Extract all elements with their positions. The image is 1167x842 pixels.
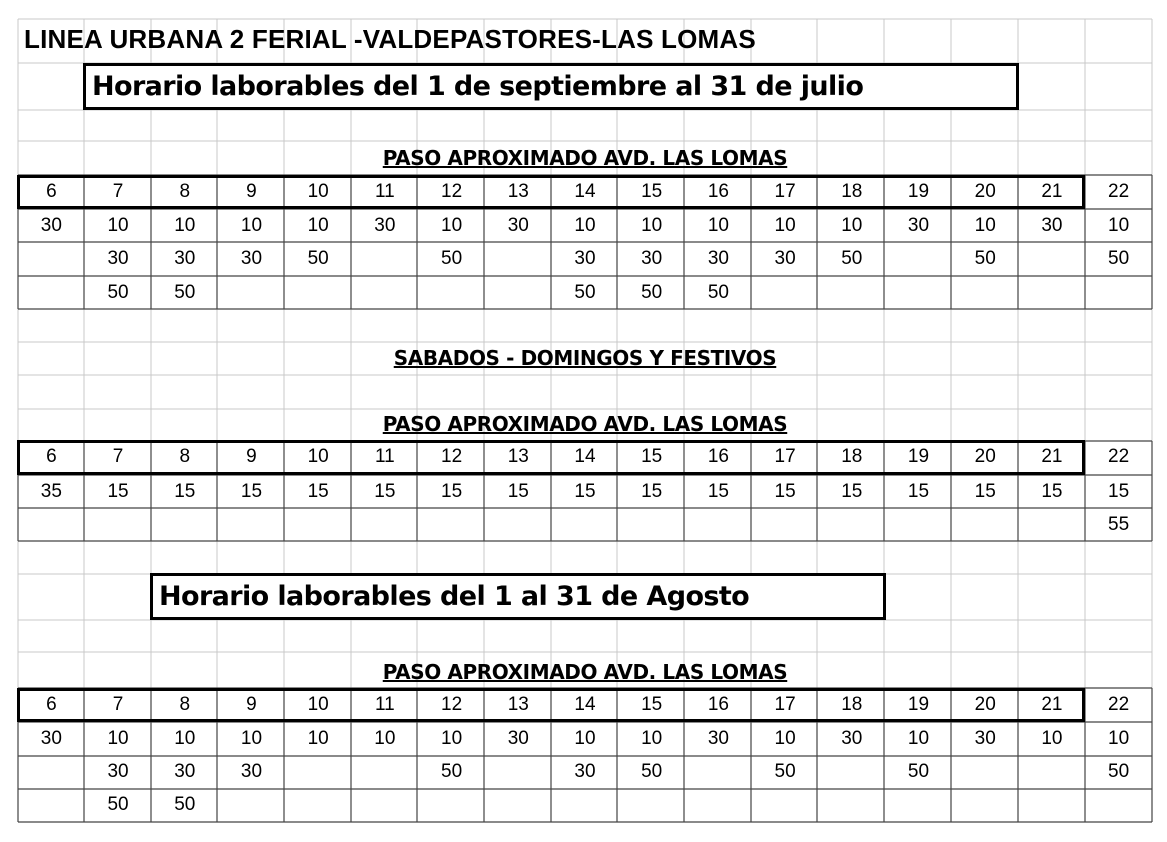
hour-cell: 7: [112, 694, 124, 715]
minute-cell: 50: [641, 282, 663, 303]
minute-cell: 10: [240, 728, 263, 749]
section-header-agosto: PASO APROXIMADO AVD. LAS LOMAS: [382, 660, 788, 684]
minute-cell: 10: [774, 728, 796, 749]
minute-cell: [1085, 794, 1152, 816]
minute-cell: [818, 794, 885, 816]
minute-cell: 15: [307, 481, 329, 502]
minute-cell: 10: [441, 215, 463, 236]
hour-cell: 10: [307, 446, 329, 467]
hour-cell: 10: [307, 181, 329, 202]
hour-cell: 6: [46, 694, 57, 715]
section-header-festivos: PASO APROXIMADO AVD. LAS LOMAS: [382, 412, 788, 436]
minute-cell: 15: [841, 481, 863, 502]
minute-cell: [552, 794, 619, 816]
hour-cell: 8: [179, 181, 191, 202]
hours-row: [18, 694, 1152, 716]
minute-cell: [1019, 761, 1086, 783]
hour-cell: 13: [507, 446, 529, 467]
minute-cell: [352, 514, 419, 536]
minute-cell: 10: [907, 728, 930, 749]
minute-cell: 10: [107, 215, 129, 236]
minute-cell: [18, 761, 85, 783]
minute-cell: 15: [1108, 481, 1130, 502]
page-title: LINEA URBANA 2 FERIAL -VALDEPASTORES-LAS LOMAS: [24, 24, 756, 54]
hour-cell: 18: [841, 181, 863, 202]
minute-cell: 50: [174, 794, 196, 815]
minute-cell: [485, 282, 552, 304]
hours-row: [18, 446, 1152, 468]
minute-cell: 30: [707, 728, 729, 749]
minute-cell: [485, 761, 552, 783]
minutes-row: [18, 728, 1152, 750]
minutes-row: [18, 282, 1152, 304]
minute-cell: 10: [174, 728, 196, 749]
minute-cell: 10: [1108, 728, 1130, 749]
hour-cell: 21: [1041, 181, 1063, 202]
minute-cell: [618, 794, 685, 816]
minute-cell: 30: [374, 215, 396, 236]
hour-cell: 14: [574, 446, 596, 467]
minute-cell: 15: [174, 481, 196, 502]
minute-cell: [285, 761, 352, 783]
hour-cell: 12: [441, 181, 463, 202]
minute-cell: [285, 514, 352, 536]
minutes-row: [18, 481, 1152, 503]
minute-cell: 10: [240, 215, 263, 236]
hour-cell: 11: [375, 446, 395, 467]
minute-cell: 50: [441, 248, 463, 269]
minute-cell: 15: [1041, 481, 1063, 502]
minute-cell: 30: [107, 761, 129, 782]
hour-cell: 12: [441, 446, 463, 467]
hour-cell: 11: [375, 694, 395, 715]
minute-cell: 10: [1041, 728, 1063, 749]
hour-cell: 14: [574, 181, 596, 202]
minute-cell: [418, 794, 485, 816]
minute-cell: 10: [307, 728, 329, 749]
minutes-row: [18, 761, 1152, 783]
minute-cell: 10: [1108, 215, 1130, 236]
minute-cell: [752, 282, 819, 304]
hour-cell: 20: [974, 181, 996, 202]
minute-cell: [885, 514, 952, 536]
minutes-row: [18, 514, 1152, 536]
minute-cell: 30: [707, 248, 729, 269]
minute-cell: 30: [774, 248, 796, 269]
minutes-row: [18, 248, 1152, 270]
minute-cell: [685, 514, 752, 536]
minute-cell: 10: [841, 215, 863, 236]
minute-cell: 30: [507, 728, 529, 749]
minute-cell: [818, 761, 885, 783]
minute-cell: 50: [841, 248, 863, 269]
minute-cell: 10: [574, 728, 596, 749]
minute-cell: [285, 282, 352, 304]
minute-cell: 10: [174, 215, 196, 236]
minute-cell: 15: [441, 481, 463, 502]
minute-cell: 50: [441, 761, 463, 782]
hour-cell: 15: [641, 181, 663, 202]
minute-cell: 10: [974, 215, 996, 236]
hour-cell: 17: [774, 694, 796, 715]
hour-cell: 6: [46, 446, 57, 467]
minute-cell: 30: [507, 215, 529, 236]
hour-cell: 11: [375, 181, 395, 202]
minute-cell: 30: [1041, 215, 1063, 236]
minute-cell: [1019, 794, 1086, 816]
minute-cell: 10: [307, 215, 329, 236]
minute-cell: [752, 514, 819, 536]
hour-cell: 17: [774, 446, 796, 467]
minute-cell: [885, 794, 952, 816]
hour-cell: 15: [641, 694, 663, 715]
section-header-weekend: SABADOS - DOMINGOS Y FESTIVOS: [393, 346, 777, 370]
hour-cell: 22: [1108, 181, 1130, 202]
minute-cell: 35: [40, 481, 62, 502]
minute-cell: 50: [307, 248, 329, 269]
section-header-laborables: PASO APROXIMADO AVD. LAS LOMAS: [382, 146, 788, 170]
minute-cell: 30: [40, 215, 62, 236]
minute-cell: [818, 514, 885, 536]
minute-cell: [485, 514, 552, 536]
hour-cell: 19: [907, 694, 930, 715]
hour-cell: 13: [507, 181, 529, 202]
minute-cell: 30: [574, 761, 596, 782]
minute-cell: 10: [641, 215, 663, 236]
schedule-period-label: Horario laborables del 1 de septiembre al 31 de julio: [92, 71, 864, 102]
minute-cell: [952, 761, 1019, 783]
minute-cell: [418, 282, 485, 304]
minute-cell: 50: [574, 282, 596, 303]
minute-cell: [418, 514, 485, 536]
minute-cell: 10: [441, 728, 463, 749]
minute-cell: 15: [507, 481, 529, 502]
minute-cell: 30: [174, 761, 196, 782]
minute-cell: [18, 248, 85, 270]
minute-cell: 30: [974, 728, 996, 749]
minute-cell: 55: [1108, 514, 1130, 535]
minute-cell: [1085, 282, 1152, 304]
minute-cell: 15: [907, 481, 930, 502]
minute-cell: [952, 282, 1019, 304]
schedule-period-box: [83, 63, 1019, 110]
minute-cell: 30: [641, 248, 663, 269]
hour-cell: 18: [841, 446, 863, 467]
hour-cell: 8: [179, 446, 191, 467]
minute-cell: [18, 794, 85, 816]
minute-cell: [85, 514, 152, 536]
hour-cell: 20: [974, 446, 996, 467]
minute-cell: 30: [574, 248, 596, 269]
hour-cell: 8: [179, 694, 191, 715]
hour-cell: 17: [774, 181, 796, 202]
minute-cell: [218, 282, 285, 304]
hour-cell: 19: [907, 181, 930, 202]
minute-cell: 50: [774, 761, 796, 782]
schedule-period-box-agosto: [150, 573, 886, 620]
minute-cell: [552, 514, 619, 536]
minute-cell: 15: [774, 481, 796, 502]
hour-cell: 7: [112, 181, 124, 202]
minute-cell: [218, 514, 285, 536]
minute-cell: [752, 794, 819, 816]
hour-cell: 20: [974, 694, 996, 715]
hour-cell: 18: [841, 694, 863, 715]
hour-cell: 10: [307, 694, 329, 715]
hour-cell: 9: [246, 694, 257, 715]
minute-cell: 10: [574, 215, 596, 236]
minute-cell: 30: [107, 248, 129, 269]
minute-cell: [485, 248, 552, 270]
minute-cell: [885, 282, 952, 304]
minute-cell: [285, 794, 352, 816]
minute-cell: 15: [974, 481, 996, 502]
minute-cell: [685, 761, 752, 783]
minute-cell: [18, 282, 85, 304]
hour-cell: 22: [1108, 694, 1130, 715]
minute-cell: [685, 794, 752, 816]
minute-cell: 10: [107, 728, 129, 749]
hour-cell: 16: [707, 446, 729, 467]
minute-cell: 30: [240, 761, 263, 782]
minute-cell: 50: [1108, 761, 1130, 782]
minute-cell: [818, 282, 885, 304]
minute-cell: 50: [174, 282, 196, 303]
minute-cell: [352, 282, 419, 304]
minute-cell: 15: [707, 481, 729, 502]
minute-cell: [352, 248, 419, 270]
hour-cell: 16: [707, 694, 729, 715]
minute-cell: 10: [774, 215, 796, 236]
hour-cell: 6: [46, 181, 57, 202]
minute-cell: 15: [374, 481, 396, 502]
hour-cell: 7: [112, 446, 124, 467]
hour-cell: 19: [907, 446, 930, 467]
minutes-row: [18, 794, 1152, 816]
minute-cell: 50: [641, 761, 663, 782]
minute-cell: 10: [641, 728, 663, 749]
minute-cell: [352, 794, 419, 816]
minute-cell: 50: [107, 282, 129, 303]
hour-cell: 21: [1041, 446, 1063, 467]
minute-cell: [151, 514, 218, 536]
minute-cell: 30: [40, 728, 62, 749]
minute-cell: 15: [574, 481, 596, 502]
minute-cell: 50: [107, 794, 129, 815]
hour-cell: 9: [246, 446, 257, 467]
hour-cell: 21: [1041, 694, 1063, 715]
minute-cell: 50: [974, 248, 996, 269]
minute-cell: [952, 794, 1019, 816]
hour-cell: 16: [707, 181, 729, 202]
hours-row: [18, 181, 1152, 203]
minute-cell: [18, 514, 85, 536]
hour-cell: 22: [1108, 446, 1130, 467]
hour-cell: 14: [574, 694, 596, 715]
minute-cell: [218, 794, 285, 816]
minute-cell: [885, 248, 952, 270]
minute-cell: 30: [841, 728, 863, 749]
minute-cell: 50: [1108, 248, 1130, 269]
schedule-period-label: Horario laborables del 1 al 31 de Agosto: [159, 581, 750, 612]
minute-cell: 30: [240, 248, 263, 269]
minute-cell: 15: [641, 481, 663, 502]
hour-cell: 13: [507, 694, 529, 715]
hour-cell: 15: [641, 446, 663, 467]
minute-cell: 50: [707, 282, 729, 303]
minute-cell: 15: [240, 481, 263, 502]
minute-cell: 30: [174, 248, 196, 269]
minute-cell: 15: [107, 481, 129, 502]
minute-cell: [352, 761, 419, 783]
minute-cell: 50: [907, 761, 930, 782]
minute-cell: [485, 794, 552, 816]
minute-cell: 10: [374, 728, 396, 749]
minute-cell: 30: [907, 215, 930, 236]
minute-cell: [1019, 248, 1086, 270]
minute-cell: [1019, 514, 1086, 536]
minute-cell: [1019, 282, 1086, 304]
minute-cell: [952, 514, 1019, 536]
minutes-row: [18, 215, 1152, 237]
minute-cell: [618, 514, 685, 536]
hour-cell: 9: [246, 181, 257, 202]
minute-cell: 10: [707, 215, 729, 236]
hour-cell: 12: [441, 694, 463, 715]
